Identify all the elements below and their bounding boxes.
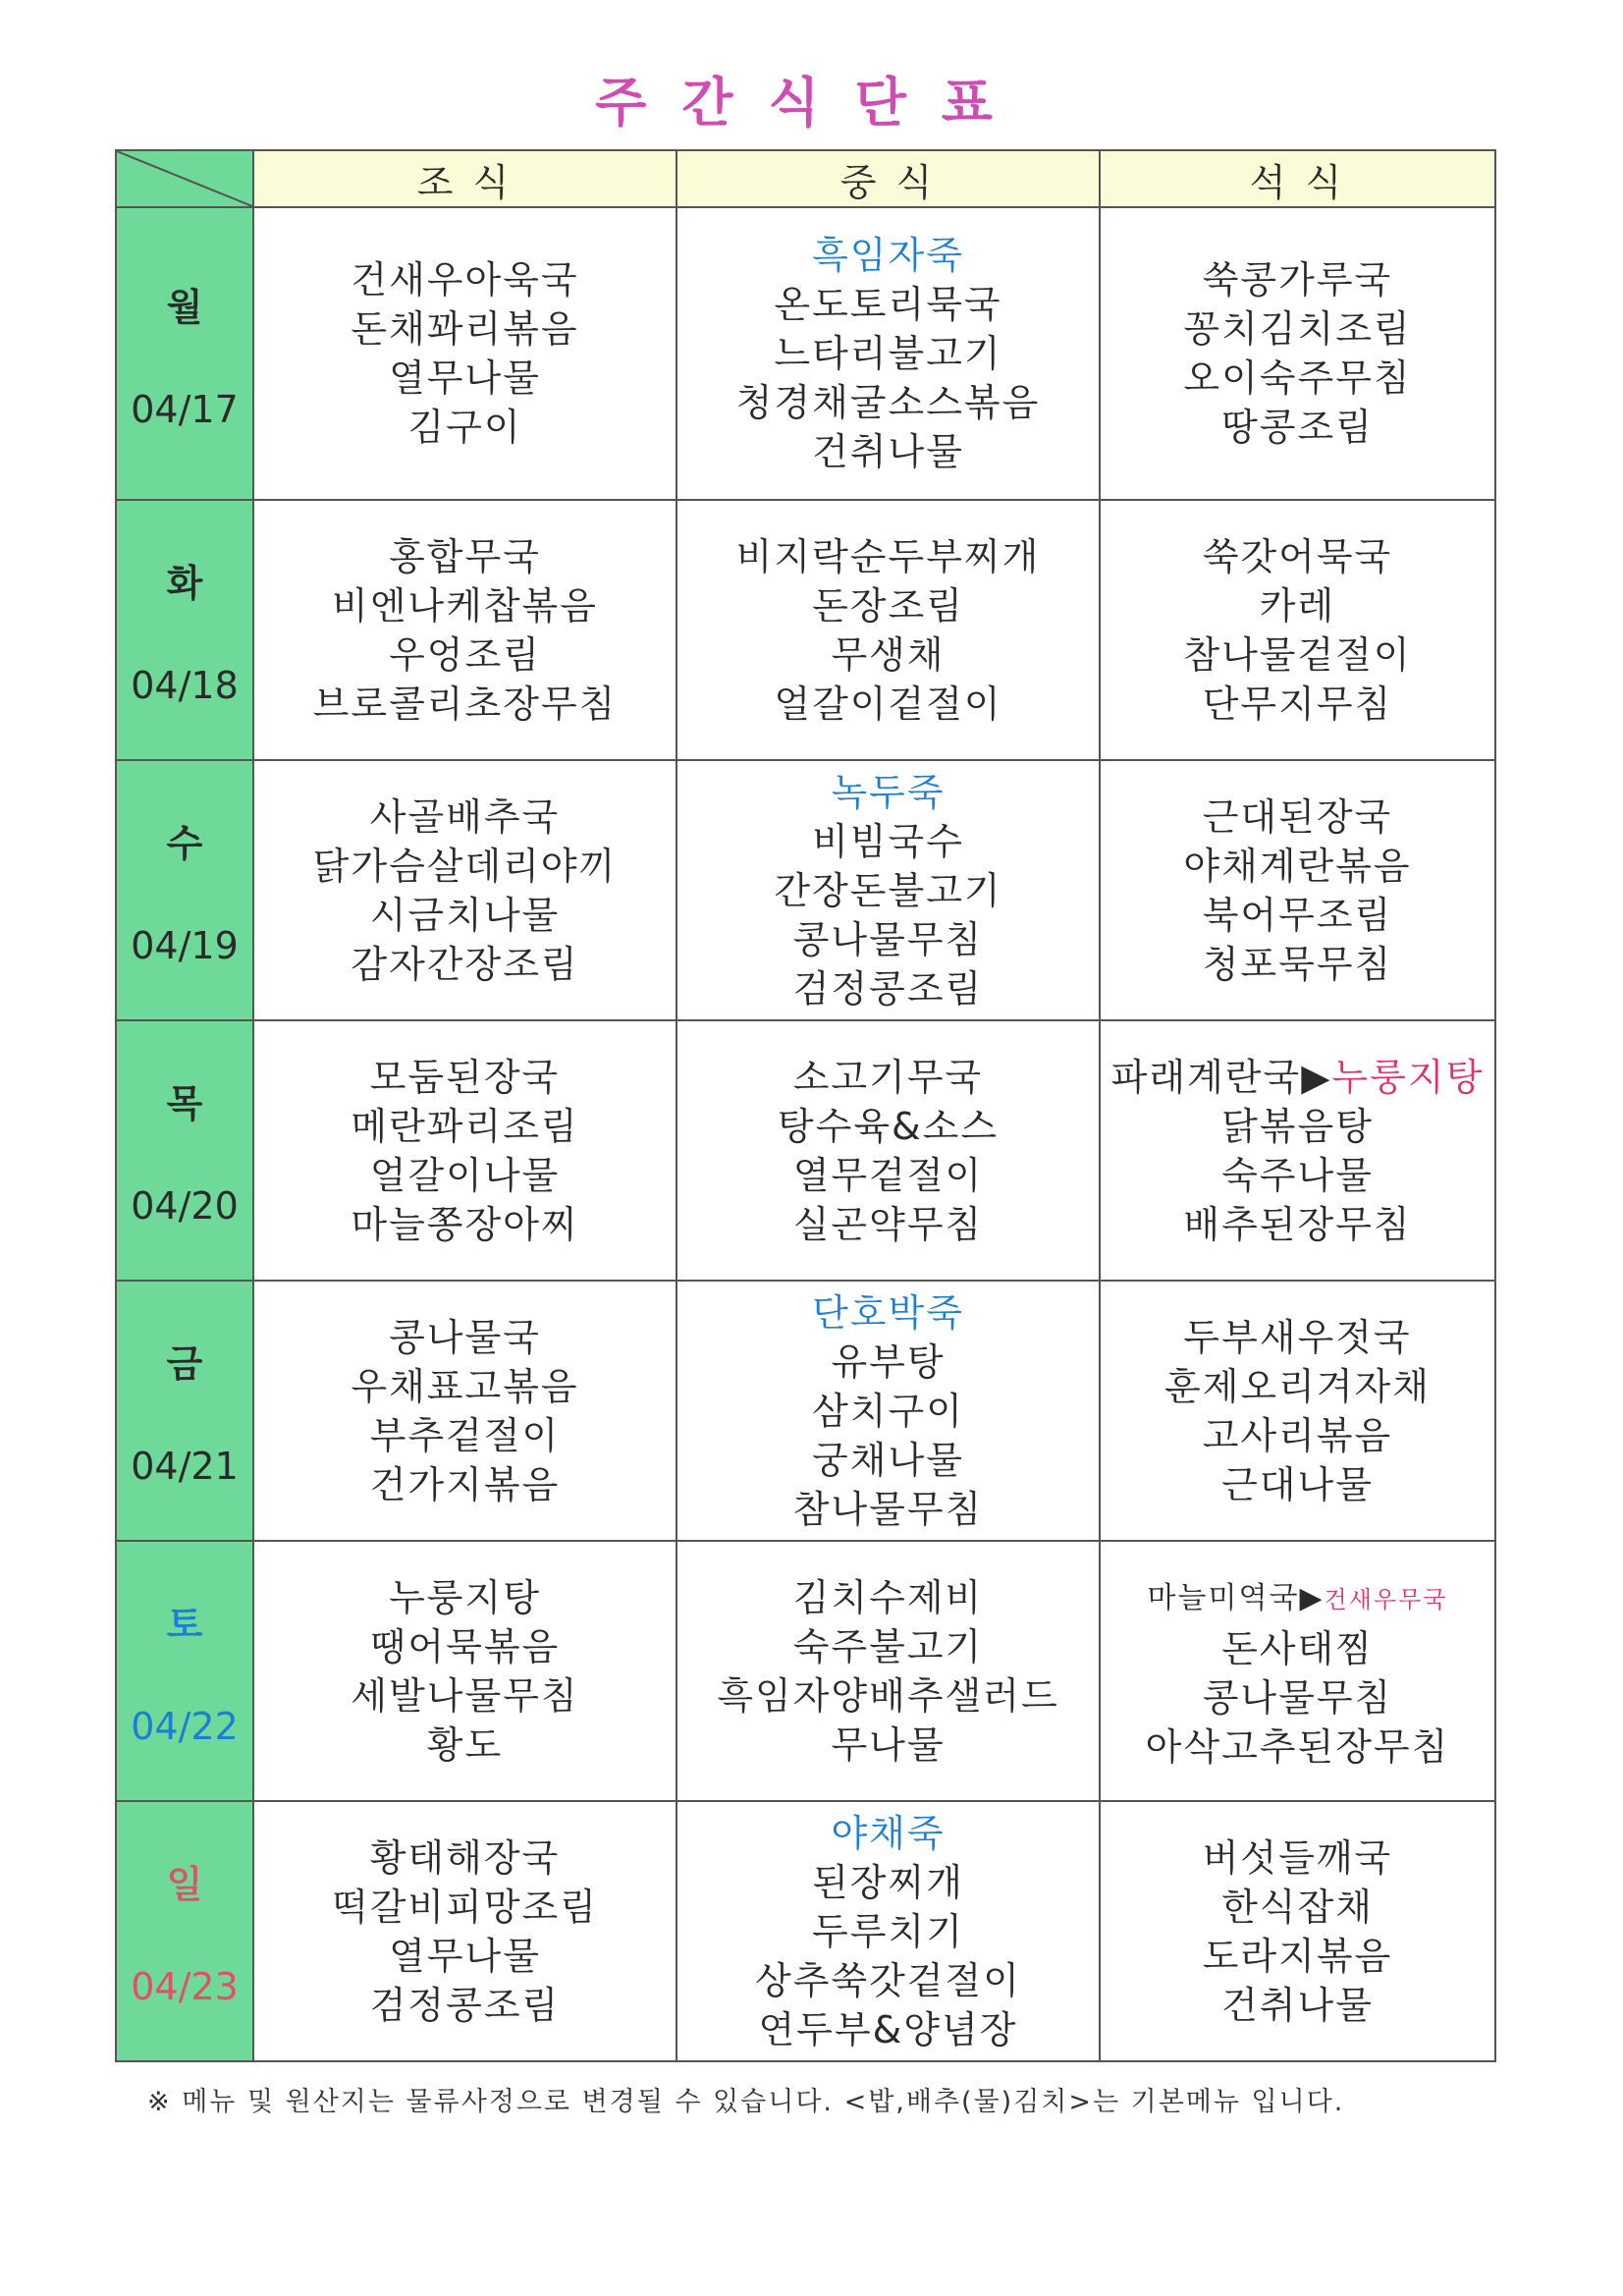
play-arrow-icon: ▶ [1299, 1581, 1325, 1615]
menu-item: 건취나물 [1221, 1983, 1374, 2027]
menu-item: 누룽지탕 [389, 1575, 541, 1619]
menu-item: 황도 [426, 1722, 504, 1767]
menu-item: 홍합무국 [389, 534, 541, 578]
menu-item: 소고기무국 [792, 1055, 984, 1099]
menu-item: 두루치기 [812, 1909, 964, 1953]
menu-item: 한식잡채 [1221, 1885, 1374, 1929]
menu-item: 마늘미역국 [1147, 1581, 1300, 1615]
day-row-tue [116, 500, 1495, 760]
menu-item: 도라지볶음 [1202, 1934, 1393, 1978]
corner-cell [116, 150, 253, 207]
menu-item: 닭가슴살데리야끼 [312, 844, 618, 888]
day-name: 목 [166, 1082, 203, 1125]
menu-item: 꽁치김치조림 [1183, 307, 1412, 351]
header-breakfast: 조 식 [253, 150, 676, 207]
menu-item: 돈사태찜 [1221, 1627, 1374, 1670]
day-row-sun [116, 1801, 1495, 2061]
menu-item: 두부새우젓국 [1183, 1315, 1412, 1359]
menu-item: 참나물무침 [792, 1487, 984, 1531]
header-dinner: 석 식 [1100, 150, 1495, 207]
lunch-cell [676, 207, 1100, 500]
dinner-cell [1100, 1281, 1495, 1541]
porridge-special: 야채죽 [831, 1811, 946, 1855]
menu-item: 돈채꽈리볶음 [351, 307, 579, 351]
menu-item: 느타리불고기 [774, 332, 1002, 375]
breakfast-cell [253, 1541, 676, 1801]
menu-item: 시금치나물 [369, 893, 561, 937]
menu-item: 메란꽈리조림 [351, 1104, 579, 1148]
menu-item: 실곤약무침 [792, 1202, 984, 1246]
day-row-fri [116, 1281, 1495, 1541]
day-name: 금 [166, 1342, 203, 1386]
menu-item: 쑥갓어묵국 [1202, 534, 1393, 578]
alt-menu-item: 누룽지탕 [1331, 1055, 1485, 1099]
menu-item: 사골배추국 [369, 794, 561, 839]
day-name: 월 [166, 285, 203, 329]
dinner-cell [1100, 1541, 1495, 1801]
day-cell [116, 1020, 253, 1281]
menu-item: 비빔국수 [812, 819, 964, 863]
menu-item: 온도토리묵국 [774, 283, 1002, 326]
header-lunch: 중 식 [676, 150, 1100, 207]
menu-item: 검정콩조림 [792, 966, 984, 1011]
lunch-cell [676, 1541, 1100, 1801]
menu-item: 쑥콩가루국 [1202, 258, 1393, 301]
menu-item: 브로콜리초장무침 [312, 682, 618, 726]
menu-item: 궁채나물 [812, 1438, 964, 1482]
menu-item: 떡갈비피망조림 [332, 1885, 598, 1929]
menu-item: 우엉조림 [389, 632, 541, 677]
menu-item: 땅콩조림 [1221, 406, 1374, 449]
menu-item: 김치수제비 [792, 1575, 984, 1619]
day-name: 화 [166, 562, 203, 605]
menu-item: 근대된장국 [1202, 794, 1393, 839]
dinner-cell [1100, 760, 1495, 1020]
menu-item-with-alt [1101, 1053, 1494, 1102]
menu-item: 야채계란볶음 [1183, 844, 1412, 888]
menu-item: 세발나물무침 [351, 1673, 579, 1718]
menu-item: 건취나물 [812, 430, 964, 473]
breakfast-cell [253, 207, 676, 500]
day-date: 04/21 [131, 1445, 239, 1488]
menu-item: 숙주불고기 [792, 1624, 984, 1668]
menu-item: 청포묵무침 [1202, 942, 1393, 986]
menu-item: 연두부&양념장 [758, 2007, 1018, 2051]
day-cell [116, 207, 253, 500]
day-date: 04/23 [131, 1965, 239, 2008]
menu-item: 탕수육&소스 [777, 1104, 1000, 1148]
menu-item: 비엔나케찹볶음 [332, 583, 598, 628]
menu-item: 열무겉절이 [792, 1153, 984, 1197]
day-date: 04/17 [131, 387, 239, 431]
porridge-special: 단호박죽 [812, 1290, 964, 1335]
day-cell [116, 1281, 253, 1541]
menu-item: 카레 [1259, 583, 1336, 628]
day-row-wed [116, 760, 1495, 1020]
porridge-special: 녹두죽 [831, 770, 946, 814]
day-cell [116, 1541, 253, 1801]
menu-item: 아삭고추된장무침 [1145, 1725, 1450, 1769]
menu-item: 단무지무침 [1202, 682, 1393, 726]
menu-item: 유부탕 [831, 1339, 946, 1384]
menu-item: 참나물겉절이 [1183, 632, 1412, 677]
day-name: 일 [166, 1863, 203, 1906]
menu-item: 흑임자양배추샐러드 [717, 1673, 1059, 1718]
lunch-cell [676, 760, 1100, 1020]
menu-item: 파래계란국 [1110, 1055, 1302, 1099]
menu-item: 배추된장무침 [1183, 1202, 1412, 1246]
dinner-cell [1100, 500, 1495, 760]
menu-item: 버섯들깨국 [1202, 1835, 1393, 1880]
menu-item: 닭볶음탕 [1221, 1104, 1374, 1148]
menu-item: 돈장조림 [812, 583, 964, 628]
day-cell [116, 1801, 253, 2061]
breakfast-cell [253, 1281, 676, 1541]
menu-item: 근대나물 [1221, 1462, 1374, 1506]
lunch-cell [676, 1281, 1100, 1541]
porridge-special: 흑임자죽 [812, 234, 964, 277]
menu-item: 청경채굴소스볶음 [735, 381, 1041, 424]
menu-item: 콩나물무침 [792, 917, 984, 961]
menu-item: 부추겉절이 [369, 1413, 561, 1457]
menu-item: 땡어묵볶음 [369, 1624, 561, 1668]
dinner-cell [1100, 1020, 1495, 1281]
menu-item: 고사리볶음 [1202, 1413, 1393, 1457]
day-name: 수 [166, 822, 203, 865]
day-date: 04/22 [131, 1705, 239, 1748]
menu-item: 상추쑥갓겉절이 [755, 1958, 1021, 2002]
breakfast-cell [253, 760, 676, 1020]
day-cell [116, 500, 253, 760]
menu-item: 콩나물국 [389, 1315, 541, 1359]
menu-item: 숙주나물 [1221, 1153, 1374, 1197]
lunch-cell [676, 500, 1100, 760]
menu-item: 모둠된장국 [369, 1055, 561, 1099]
play-arrow-icon: ▶ [1301, 1055, 1332, 1099]
breakfast-cell [253, 1020, 676, 1281]
menu-item: 오이숙주무침 [1183, 356, 1412, 400]
menu-item: 건새우아욱국 [351, 258, 579, 301]
day-cell [116, 760, 253, 1020]
menu-item: 황태해장국 [369, 1835, 561, 1880]
footnote: ※ 메뉴 및 원산지는 물류사정으로 변경될 수 있습니다. <밥,배추(물)김치>는 기본메뉴 입니다. [147, 2087, 1345, 2117]
day-date: 04/18 [131, 664, 239, 707]
menu-item-with-alt [1101, 1570, 1494, 1624]
day-date: 04/20 [131, 1184, 239, 1228]
header-row [116, 150, 1495, 207]
menu-item: 열무나물 [389, 356, 541, 400]
page-title: 주간식단표 [595, 72, 1028, 134]
day-date: 04/19 [131, 924, 239, 967]
day-row-mon [116, 207, 1495, 500]
menu-item: 간장돈불고기 [774, 868, 1002, 912]
menu-item: 우채표고볶음 [351, 1364, 579, 1408]
menu-item: 마늘쫑장아찌 [351, 1202, 579, 1246]
dinner-cell [1100, 207, 1495, 500]
menu-item: 김구이 [407, 406, 522, 449]
menu-item: 열무나물 [389, 1934, 541, 1978]
menu-item: 된장찌개 [812, 1860, 964, 1904]
weekly-menu-table [115, 149, 1496, 2062]
dinner-cell [1100, 1801, 1495, 2061]
menu-item: 콩나물무침 [1202, 1676, 1393, 1720]
menu-item: 비지락순두부찌개 [735, 534, 1041, 578]
breakfast-cell [253, 1801, 676, 2061]
day-name: 토 [166, 1603, 203, 1646]
menu-item: 훈제오리겨자채 [1164, 1364, 1431, 1408]
menu-item: 무생채 [831, 632, 946, 677]
lunch-cell [676, 1020, 1100, 1281]
menu-item: 건가지볶음 [369, 1462, 561, 1506]
breakfast-cell [253, 500, 676, 760]
menu-item: 얼갈이겉절이 [774, 682, 1002, 726]
menu-item: 삼치구이 [812, 1389, 964, 1433]
menu-item: 무나물 [831, 1722, 946, 1767]
diagonal-line-icon [117, 151, 252, 206]
menu-item: 검정콩조림 [369, 1983, 561, 2027]
day-row-sat [116, 1541, 1495, 1801]
menu-item: 감자간장조림 [351, 942, 579, 986]
day-row-thu [116, 1020, 1495, 1281]
menu-item: 북어무조림 [1202, 893, 1393, 937]
lunch-cell [676, 1801, 1100, 2061]
menu-item: 얼갈이나물 [369, 1153, 561, 1197]
alt-menu-item: 건새우무국 [1324, 1586, 1448, 1613]
